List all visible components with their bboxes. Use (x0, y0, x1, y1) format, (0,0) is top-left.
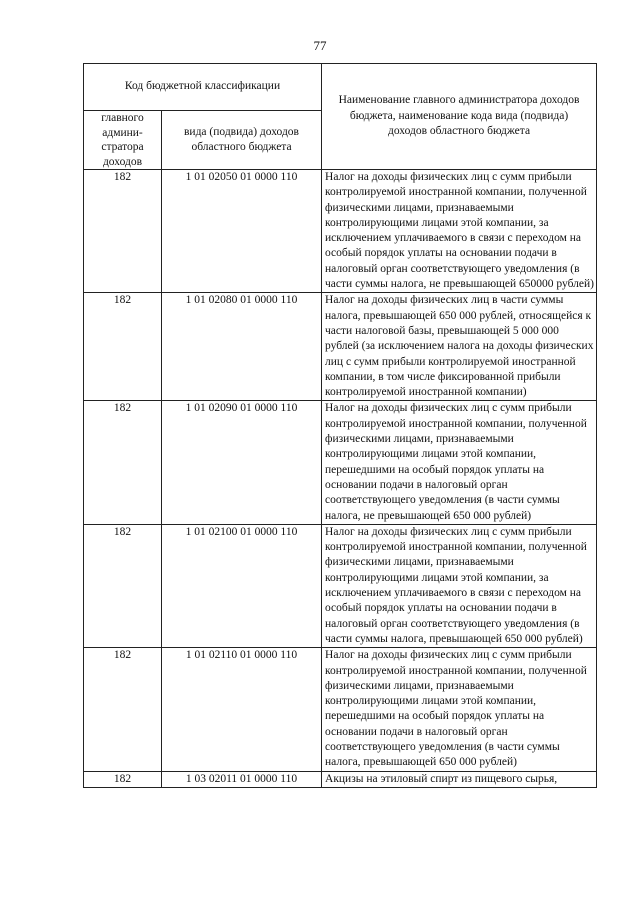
page-number: 77 (313, 38, 327, 53)
table-row (84, 771, 597, 787)
cell-revenue-name: Налог на доходы физических лиц в части суммы налога, превышающей 650 000 рублей, относящейся к части налоговой базы, превышающей 5 000 000 рублей (за исключением налога на доходы физических лиц с сумм прибыли контролируемой иностранной компании, в том числе фиксированной прибыли контролируемой иностранной компании) (322, 293, 597, 401)
table-row (84, 524, 597, 647)
cell-revenue-name: Налог на доходы физических лиц с сумм прибыли контролируемой иностранной компании, полученной физическими лицами, признаваемыми контролирующими лицами этой компании, перешедшими на особый порядок уплаты на основании подачи в налоговый орган соответствующего уведомления (в части суммы налога, не превышающей 650 000 рублей) (322, 401, 597, 524)
header-row-group (84, 64, 597, 111)
cell-revenue-code: 1 01 02050 01 0000 110 (162, 170, 322, 293)
header-budget-classification-code: Код бюджетной классификации (84, 64, 322, 111)
cell-revenue-name: Акцизы на этиловый спирт из пищевого сырья, (322, 771, 597, 787)
table-row (84, 648, 597, 771)
header-revenue-type-code: вида (подвида) доходов областного бюджета (162, 111, 322, 170)
table-header (84, 64, 597, 170)
cell-admin-code: 182 (84, 401, 162, 524)
cell-revenue-code: 1 01 02080 01 0000 110 (162, 293, 322, 401)
budget-classification-table (83, 63, 597, 788)
cell-revenue-name: Налог на доходы физических лиц с сумм прибыли контролируемой иностранной компании, полученной физическими лицами, признаваемыми контролирующими лицами этой компании, за исключением уплачиваемого в связи с переходом на особый порядок уплаты на основании подачи в налоговый орган соответствующего уведомления (в части суммы налога, не превышающей 650000 рублей) (322, 170, 597, 293)
cell-revenue-code: 1 03 02011 01 0000 110 (162, 771, 322, 787)
cell-admin-code: 182 (84, 648, 162, 771)
table-row (84, 170, 597, 293)
cell-revenue-code: 1 01 02090 01 0000 110 (162, 401, 322, 524)
cell-revenue-code: 1 01 02110 01 0000 110 (162, 648, 322, 771)
header-administrator-name: Наименование главного администратора доходов бюджета, наименование кода вида (подвида) доходов областного бюджета (322, 64, 597, 170)
cell-admin-code: 182 (84, 771, 162, 787)
cell-admin-code: 182 (84, 293, 162, 401)
cell-revenue-name: Налог на доходы физических лиц с сумм прибыли контролируемой иностранной компании, полученной физическими лицами, признаваемыми контролирующими лицами этой компании, перешедшими на особый порядок уплаты на основании подачи в налоговый орган соответствующего уведомления (в части суммы налога, превышающей 650 000 рублей) (322, 648, 597, 771)
cell-revenue-name: Налог на доходы физических лиц с сумм прибыли контролируемой иностранной компании, полученной физическими лицами, признаваемыми контролирующими лицами этой компании, за исключением уплачиваемого в связи с переходом на особый порядок уплаты на основании подачи в налоговый орган соответствующего уведомления (в части суммы налога, превышающей 650 000 рублей) (322, 524, 597, 647)
cell-revenue-code: 1 01 02100 01 0000 110 (162, 524, 322, 647)
cell-admin-code: 182 (84, 170, 162, 293)
header-chief-administrator: главного админи-стратора доходов (84, 111, 162, 170)
cell-admin-code: 182 (84, 524, 162, 647)
table-body (84, 170, 597, 788)
table-row (84, 401, 597, 524)
table-row (84, 293, 597, 401)
